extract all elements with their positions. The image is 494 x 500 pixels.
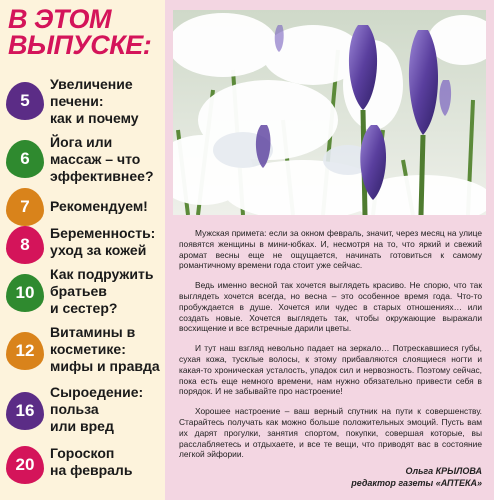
toc-title: [50, 445, 164, 479]
toc-line: косметике:: [50, 341, 126, 357]
letter-paragraph: Ведь именно весной так хочется выглядеть красиво. Не спорю, что так выглядеть хочется всегда, но весна – это особенное время года. Что-то пробуждается в душе. Хочется или чудес в старых отношениях… или создать новые. Хочется выглядеть так, чтобы окружающие выражали восхищение и все встречные дарили цветы.: [179, 280, 482, 334]
crocus-snow-photo: [173, 10, 486, 215]
toc-line: Рекомендуем!: [50, 198, 148, 214]
page-badge: 5: [6, 82, 44, 120]
page-badge: 20: [6, 446, 44, 484]
toc-line: Увеличение: [50, 76, 133, 92]
toc-line: и сестер?: [50, 300, 118, 316]
toc-line: братьев: [50, 283, 107, 299]
letter-paragraph: Хорошее настроение – ваш верный спутник на пути к совершенству. Старайтесь получать как можно больше положительных эмоций. Пусть вам их дарят прогулки, занятия спортом, покупки, совершая которые, вы расслабляетесь и отдыхаете, и все те вещи, что приводят вас в состояние легкой эйфории.: [179, 406, 482, 460]
toc-item-horoscope[interactable]: [6, 442, 164, 498]
contents-heading: [8, 6, 163, 58]
signature-title: редактор газеты «АПТЕКА»: [351, 478, 482, 488]
toc-item-liver[interactable]: [6, 76, 164, 132]
toc-line: эффективнее?: [50, 168, 154, 184]
page-badge: 12: [6, 332, 44, 370]
letter-paragraph: И тут наш взгляд невольно падает на зеркало… Потрескавшиеся губы, сухая кожа, тусклые волосы, к этому прибавляются слоящиеся ногти и какая-то хроническая усталость, упадок сил и нервозность. Поэтому сейчас, пока есть еще немного времени, нам нужно обязательно привести себя в порядок. И не забывайте про настроение!: [179, 343, 482, 397]
toc-title: [50, 384, 164, 435]
toc-line: или вред: [50, 418, 114, 434]
photo-illustration: [173, 10, 486, 215]
toc-item-yoga[interactable]: [6, 134, 164, 190]
toc-line: польза: [50, 401, 99, 417]
page-badge: 7: [6, 188, 44, 226]
toc-item-vitamins[interactable]: [6, 324, 164, 380]
page-badge: 6: [6, 140, 44, 178]
toc-line: Как подружить: [50, 266, 154, 282]
toc-line: как и почему: [50, 110, 139, 126]
toc-line: на февраль: [50, 462, 133, 478]
toc-title: [50, 324, 164, 375]
editor-letter: [179, 228, 482, 469]
toc-line: Беременность:: [50, 225, 156, 241]
toc-line: Гороскоп: [50, 445, 115, 461]
toc-title: [50, 225, 164, 259]
toc-title: [50, 198, 164, 215]
toc-item-siblings[interactable]: [6, 266, 164, 322]
toc-line: печени:: [50, 93, 104, 109]
toc-line: Сыроедение:: [50, 384, 144, 400]
editor-signature: [351, 465, 482, 489]
heading-line-2: ВЫПУСКЕ:: [8, 30, 152, 60]
toc-item-rawfood[interactable]: [6, 384, 164, 440]
letter-paragraph: Мужская примета: если за окном февраль, значит, через месяц на улице появятся женщины в мини-юбках. И, несмотря на то, что яркий и свежий аромат весны еще не ощущается, начинать готовиться к самому романтичному времени года стоит уже сейчас.: [179, 228, 482, 271]
signature-name: Ольга КРЫЛОВА: [405, 466, 482, 476]
page-badge: 16: [6, 392, 44, 430]
toc-title: [50, 266, 164, 317]
toc-line: Витамины в: [50, 324, 136, 340]
page-badge: 8: [6, 226, 44, 264]
toc-title: [50, 134, 164, 185]
contents-sidebar: [0, 0, 165, 500]
page-badge: 10: [6, 274, 44, 312]
toc-line: Йога или: [50, 134, 113, 150]
heading-line-1: В ЭТОМ: [8, 4, 112, 34]
editorial-panel: [165, 0, 494, 500]
toc-line: уход за кожей: [50, 242, 147, 258]
toc-line: массаж – что: [50, 151, 141, 167]
toc-title: [50, 76, 164, 127]
toc-line: мифы и правда: [50, 358, 160, 374]
